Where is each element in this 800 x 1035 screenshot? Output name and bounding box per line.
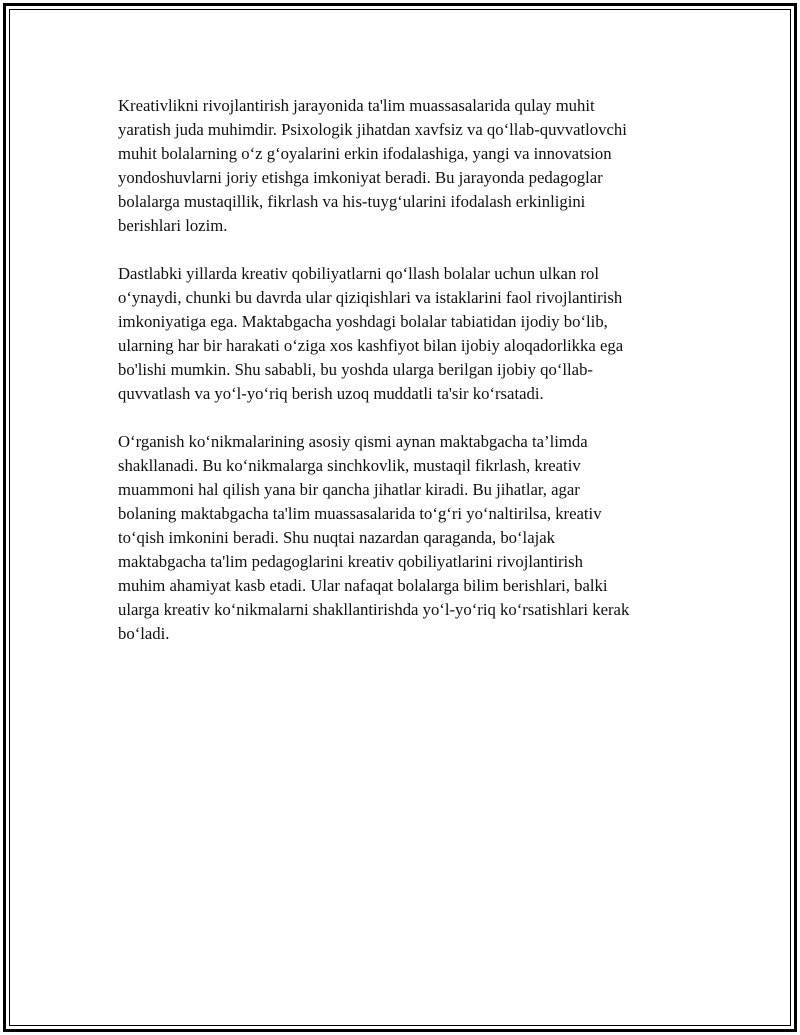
paragraph-line: muhim ahamiyat kasb etadi. Ular nafaqat bolalarga bilim berishlari, balki	[118, 576, 608, 595]
paragraph-line: shakllanadi. Bu ko‘nikmalarga sinchkovlik, mustaqil fikrlash, kreativ	[118, 456, 581, 475]
paragraph-line: imkoniyatiga ega. Maktabgacha yoshdagi bolalar tabiatidan ijodiy bo‘lib,	[118, 312, 608, 331]
paragraph-line: to‘qish imkonini beradi. Shu nuqtai nazardan qaraganda, bo‘lajak	[118, 528, 555, 547]
paragraph-line: bolaning maktabgacha ta'lim muassasalarida to‘g‘ri yo‘naltirilsa, kreativ	[118, 504, 602, 523]
paragraph-line: bolalarga mustaqillik, fikrlash va his-tuyg‘ularini ifodalash erkinligini	[118, 192, 586, 211]
paragraph-line: muammoni hal qilish yana bir qancha jihatlar kiradi. Bu jihatlar, agar	[118, 480, 580, 499]
paragraph-line: maktabgacha ta'lim pedagoglarini kreativ qobiliyatlarini rivojlantirish	[118, 552, 584, 571]
paragraph-line: bo'lishi mumkin. Shu sababli, bu yoshda ularga berilgan ijobiy qo‘llab-	[118, 360, 593, 379]
paragraph-line: quvvatlash va yo‘l-yo‘riq berish uzoq muddatli ta'sir ko‘rsatadi.	[118, 384, 544, 403]
paragraph-line: Kreativlikni rivojlantirish jarayonida ta'lim muassasalarida qulay muhit	[118, 96, 595, 115]
paragraph-line: Dastlabki yillarda kreativ qobiliyatlarni qo‘llash bolalar uchun ulkan rol	[118, 264, 600, 283]
paragraph-3	[118, 430, 688, 646]
paragraph-1	[118, 94, 688, 238]
paragraph-line: ularning har bir harakati o‘ziga xos kashfiyot bilan ijobiy aloqadorlikka ega	[118, 336, 624, 355]
paragraph-line: o‘ynaydi, chunki bu davrda ular qiziqishlari va istaklarini faol rivojlantirish	[118, 288, 623, 307]
paragraph-line: berishlari lozim.	[118, 216, 228, 235]
paragraph-line: yaratish juda muhimdir. Psixologik jihatdan xavfsiz va qo‘llab-quvvatlovchi	[118, 120, 627, 139]
paragraph-line: muhit bolalarning o‘z g‘oyalarini erkin ifodalashiga, yangi va innovatsion	[118, 144, 612, 163]
paragraph-line: ularga kreativ ko‘nikmalarni shakllantirishda yo‘l-yo‘riq ko‘rsatishlari kerak	[118, 600, 630, 619]
paragraph-line: bo‘ladi.	[118, 624, 170, 643]
paragraph-line: O‘rganish ko‘nikmalarining asosiy qismi aynan maktabgacha ta’limda	[118, 432, 588, 451]
paragraph-line: yondoshuvlarni joriy etishga imkoniyat beradi. Bu jarayonda pedagoglar	[118, 168, 603, 187]
paragraph-2	[118, 262, 688, 406]
document-body	[118, 94, 688, 670]
